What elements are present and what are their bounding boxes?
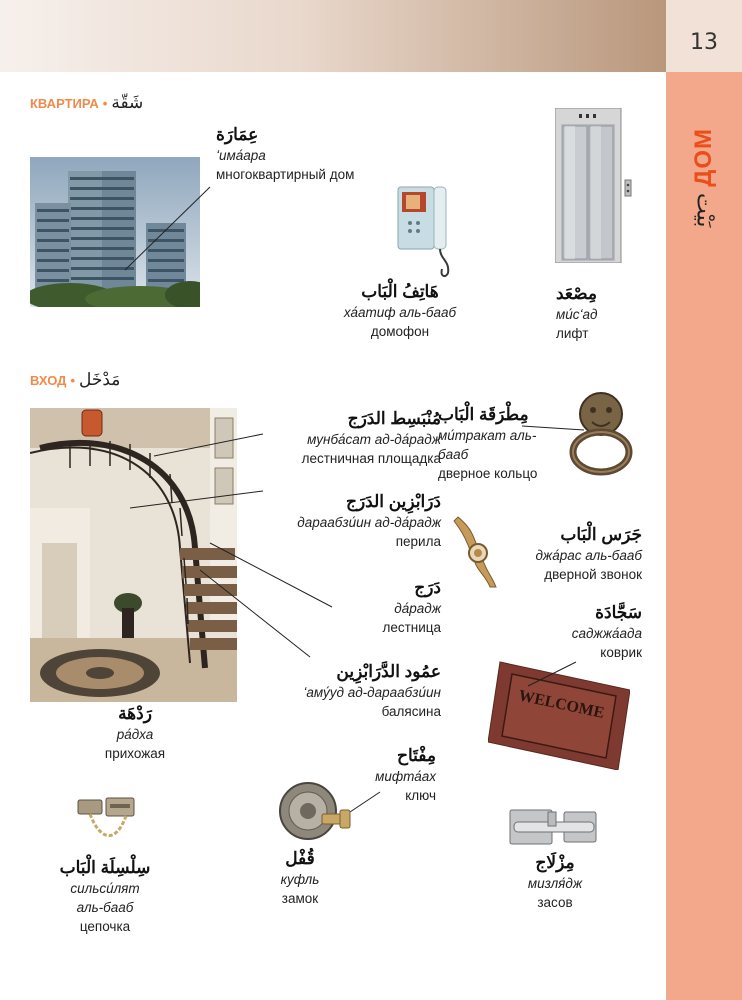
hall-ru: прихожая [104, 746, 166, 761]
landing-ar: مُنْبَسِط الدَرَج [347, 409, 441, 428]
doorbell-ru: дверной звонок [544, 567, 642, 582]
chain-ru: цепочка [79, 919, 131, 934]
mat-leader-line [520, 660, 580, 690]
bolt-ar: مِزْلَاج [535, 853, 575, 872]
mat-tr: саджжа́ада [571, 626, 642, 641]
elevator-image [555, 108, 633, 263]
railing-ru: перила [395, 534, 441, 549]
stairs-ar: دَرَج [414, 578, 441, 597]
lock-tr: куфль [280, 872, 320, 887]
label-baluster [245, 661, 441, 721]
hall-ar: رَدْهَة [118, 704, 152, 723]
label-doorbell [510, 524, 642, 584]
label-chain [40, 857, 170, 936]
label-lock [255, 848, 345, 908]
bolt-ru: засов [537, 895, 573, 910]
key-ru: ключ [405, 788, 436, 803]
stairs-tr: да́радж [394, 601, 441, 616]
baluster-ar: عمُود الدَّرَابْزِين [336, 662, 441, 681]
label-mat [520, 602, 642, 662]
chapter-title-ar: بَيْت [691, 192, 717, 228]
lock-image [278, 778, 352, 844]
bolt-tr: мизля́дж [527, 876, 583, 891]
elevator-ru: лифт [556, 326, 589, 341]
top-banner [0, 0, 666, 72]
key-ar: مِفْتَاح [397, 746, 436, 765]
section-apartment-ru: КВАРТИРА [30, 96, 99, 111]
bolt-image [508, 804, 600, 850]
page-number: 13 [690, 30, 718, 55]
lock-ru: замок [281, 891, 319, 906]
knocker-tr1: ми́тракат аль- [438, 428, 537, 443]
mat-ru: коврик [600, 645, 642, 660]
stairs-ru: лестница [382, 620, 441, 635]
chapter-title [678, 128, 730, 278]
label-bolt [500, 852, 610, 912]
knocker-tr2: бааб [438, 447, 469, 462]
knocker-ar: مِطْرَقَة الْبَاب [438, 405, 529, 424]
chain-tr1: сильси́лят [70, 881, 140, 896]
doorbell-image [450, 513, 502, 591]
doorbell-ar: جَرَس الْبَاب [560, 525, 642, 544]
label-knocker [438, 404, 537, 483]
baluster-ru: балясина [381, 704, 441, 719]
baluster-tr: ʻаму́уд ад-дараабзи́ин [303, 685, 441, 700]
label-railing [245, 491, 441, 551]
railing-tr: дараабзи́ин ад-да́радж [297, 515, 441, 530]
knocker-ru: дверное кольцо [438, 466, 538, 481]
label-hall [60, 703, 210, 763]
key-tr: мифта́ах [375, 769, 436, 784]
elevator-ar: مِصْعَد [556, 284, 597, 303]
intercom-ar: هَاتِفُ الْبَاب [361, 282, 439, 301]
label-intercom [320, 281, 480, 341]
chapter-title-ru: ДОМ [690, 128, 717, 187]
building-ar: عِمَارَة [216, 125, 259, 144]
landing-ru: лестничная площадка [301, 451, 441, 466]
chain-tr2: аль-бааб [76, 900, 134, 915]
lock-ar: قُفْل [285, 849, 315, 868]
mat-ar: سَجَّادَة [595, 603, 642, 622]
building-leader-line [120, 185, 220, 275]
section-entrance-ru: ВХОД [30, 373, 67, 388]
building-ru: многоквартирный дом [216, 167, 355, 182]
label-stairs [245, 577, 441, 637]
label-landing [245, 408, 441, 468]
intercom-tr: ха́атиф аль-бааб [343, 305, 457, 320]
chain-image [76, 796, 138, 854]
mat-text: WELCOME [516, 687, 606, 723]
elevator-tr: ми́сʻад [556, 307, 598, 322]
section-apartment: КВАРТИРА • شَقّة [30, 93, 144, 112]
label-elevator [556, 283, 597, 343]
landing-tr: мунба́сат ад-да́радж [307, 432, 441, 447]
railing-ar: دَرَابْزِين الدَرَج [345, 492, 441, 511]
intercom-ru: домофон [370, 324, 430, 339]
building-tr: ʻима́ара [216, 148, 266, 163]
section-entrance-ar: مَدْخَل [79, 370, 121, 389]
label-building [216, 124, 354, 184]
chain-ar: سِلْسِلَة الْبَاب [59, 858, 151, 877]
intercom-image [390, 183, 460, 278]
doorbell-tr: джа́рас аль-бааб [535, 548, 642, 563]
section-entrance: ВХОД • مَدْخَل [30, 370, 121, 389]
hall-tr: ра́дха [116, 727, 154, 742]
section-apartment-ar: شَقّة [111, 93, 144, 112]
